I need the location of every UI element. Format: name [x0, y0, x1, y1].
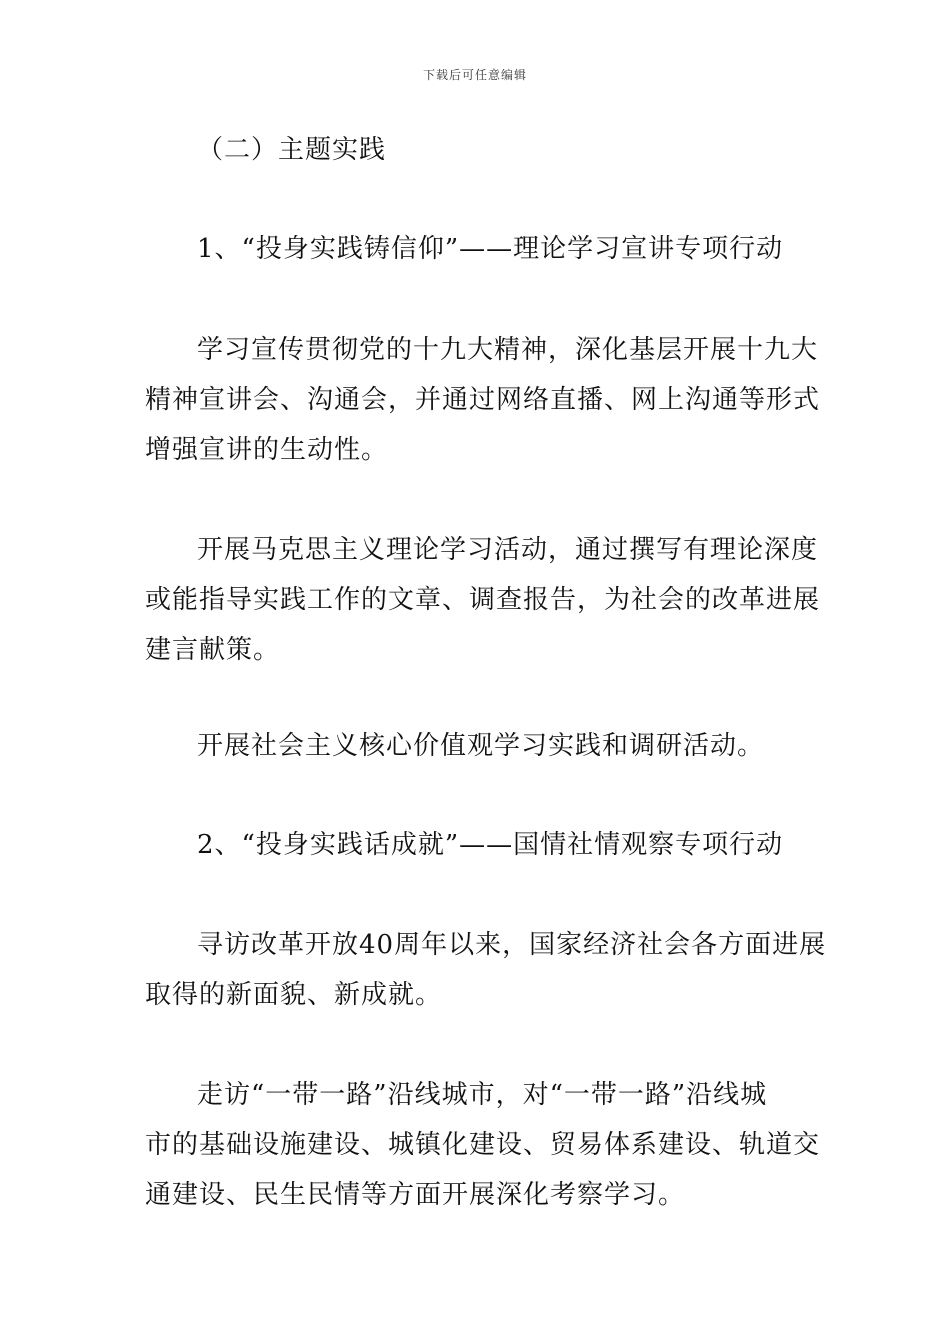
- item-2-heading: 2、“投身实践话成就”——国情社情观察专项行动: [197, 830, 784, 860]
- paragraph-2-line-3: 建言献策。: [145, 635, 281, 665]
- section-heading: （二）主题实践: [197, 135, 387, 165]
- paragraph-5-line-1: 走访“一带一路”沿线城市，对“一带一路”沿线城: [197, 1080, 768, 1110]
- paragraph-3-line-1: 开展社会主义核心价值观学习实践和调研活动。: [197, 731, 765, 761]
- paragraph-5-line-3: 通建设、民生民情等方面开展深化考察学习。: [145, 1180, 686, 1210]
- item-1-heading: 1、“投身实践铸信仰”——理论学习宣讲专项行动: [197, 234, 784, 264]
- paragraph-2-line-2: 或能指导实践工作的文章、调查报告，为社会的改革进展: [145, 585, 821, 615]
- paragraph-1-line-3: 增强宣讲的生动性。: [145, 435, 389, 465]
- paragraph-4-line-1: 寻访改革开放40周年以来，国家经济社会各方面进展: [197, 930, 827, 960]
- header-note: 下载后可任意编辑: [422, 68, 527, 82]
- paragraph-5-line-2: 市的基础设施建设、城镇化建设、贸易体系建设、轨道交: [145, 1130, 821, 1160]
- paragraph-1-line-2: 精神宣讲会、沟通会，并通过网络直播、网上沟通等形式: [145, 385, 821, 415]
- paragraph-4-line-2: 取得的新面貌、新成就。: [145, 980, 443, 1010]
- paragraph-1-line-1: 学习宣传贯彻党的十九大精神，深化基层开展十九大: [197, 335, 819, 365]
- paragraph-2-line-1: 开展马克思主义理论学习活动，通过撰写有理论深度: [197, 535, 819, 565]
